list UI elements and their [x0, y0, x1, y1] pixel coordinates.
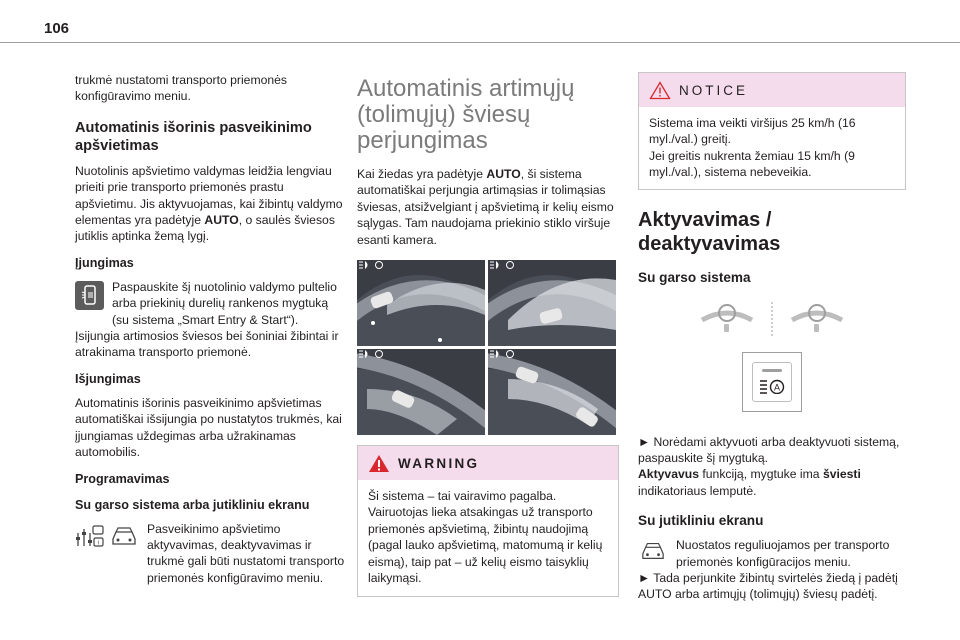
- warning-header: [358, 446, 618, 480]
- activation-heading: Įjungimas: [75, 255, 134, 270]
- svg-text:i: i: [97, 540, 100, 546]
- beam-indicator-icon: [357, 349, 385, 359]
- indicator-led: [762, 369, 782, 372]
- beam-indicator-icon: [357, 260, 385, 270]
- deactivation-text: Automatinis išorinis pasveikinimo apšvietimas automatiškai išsijungia po nustatytos trukmės, kai įjungiamas uždegimas arba užrakinamas automobilis.: [75, 395, 342, 460]
- illustration-oncoming-vehicle: [357, 349, 485, 435]
- remote-headlamp-icon: [75, 281, 104, 310]
- warning-text: Ši sistema – tai vairavimo pagalba. Vairuotojas lieka atsakingas už transporto priemonės apšvietimą, žibintų naudojimą (pagal lauko apšvietimą, matomumą ir kelių eismą), taip pat – už kelių eismo taisyklių laikymąsi.: [368, 489, 603, 586]
- warning-label: WARNING: [398, 455, 480, 471]
- car-settings-icon: [638, 539, 668, 568]
- top-divider: [0, 42, 960, 43]
- warning-box: [357, 445, 619, 597]
- beam-indicator-icon: [488, 349, 516, 359]
- welcome-lighting-heading: Automatinis išorinis pasveikinimo apšvietimas: [75, 119, 312, 154]
- audio-system-heading: Su garso sistema: [638, 269, 751, 285]
- notice-label: NOTICE: [679, 82, 749, 98]
- programming-heading: Programavimas: [75, 471, 170, 486]
- illustration-following-vehicle: [488, 349, 616, 435]
- auto-high-beam-text: Kai žiedas yra padėtyje AUTO, ši sistema automatiškai perjungia artimąsias ir tolimąsias šviesas, atsižvelgiant į apšvietimą ir kelių eismo sąlygas. Tam naudojama priekinio stiklo viršuje esanti kamera.: [357, 167, 614, 247]
- programming-text: Pasveikinimo apšvietimo aktyvavimas, deaktyvavimas ir trukmė gali būti nustatomi transporto priemonės konfigūravimo meniu.: [147, 521, 345, 585]
- activation-title: Aktyvavimas / deaktyvavimas: [638, 208, 781, 255]
- settings-icons: [75, 523, 139, 549]
- touchscreen-row: [638, 537, 906, 570]
- auto-high-beam-title: Automatinis artimųjų (tolimųjų) šviesų perjungimas: [357, 75, 575, 154]
- auto-high-beam-icon: [759, 378, 785, 394]
- headlight-illustrations: [357, 260, 616, 435]
- page-number: 106: [44, 20, 70, 37]
- deactivation-heading: Išjungimas: [75, 371, 141, 386]
- audio-settings-icon: [75, 523, 105, 549]
- column-left: [75, 72, 345, 586]
- switch-instruction: ► Tada perjunkite žibintų svirtelės žiedą į padėtį AUTO arba artimųjų (tolimųjų) šviesų padėtį.: [638, 571, 898, 602]
- programming-subheading: Su garso sistema arba jutikliniu ekranu: [75, 497, 310, 512]
- svg-text:A: A: [773, 382, 781, 393]
- activation-instruction: ► Norėdami aktyvuoti arba deaktyvuoti sistemą, paspauskite šį mygtuką.: [638, 434, 900, 466]
- notice-box: [638, 72, 906, 190]
- beam-indicator-icon: [488, 260, 516, 270]
- warning-triangle-icon: [368, 454, 390, 473]
- welcome-lighting-text: Nuotolinis apšvietimo valdymas leidžia lengviau prieiti prie transporto priemonės prastu apšvietimu. Jis aktyvuojamas, kai žibintų valdymo elementas yra padėtyje AUTO, o saulės šviesos jutiklis aptinka žemą lygį.: [75, 163, 343, 244]
- notice-header: [639, 73, 905, 107]
- activation-row: [75, 279, 345, 328]
- programming-row: [75, 521, 345, 587]
- column-middle: [357, 76, 619, 597]
- car-settings-icon: [109, 523, 139, 549]
- steering-illustration: [638, 298, 906, 338]
- illustration-high-beam-curve: [488, 260, 616, 346]
- touchscreen-heading: Su jutikliniu ekranu: [638, 513, 764, 529]
- touchscreen-text: Nuostatos reguliuojamos per transporto priemonės konfigūracijos meniu.: [676, 538, 890, 569]
- notice-text: Sistema ima veikti viršijus 25 km/h (16 myl./val.) greitį. Jei greitis nukrenta žemiau 15 km/h (9 myl./val.), sistema nebeveikia.: [649, 116, 856, 180]
- activation-text: Paspauskite šį nuotolinio valdymo pultelio arba priekinių durelių rankenos mygtuką (su sistema „Smart Entry & Start“).: [112, 279, 337, 327]
- column-right: [638, 72, 906, 603]
- active-indicator-text: Aktyvavus funkciją, mygtuke ima šviesti indikatoriaus lemputė.: [638, 467, 861, 498]
- intro-text: trukmė nustatomi transporto priemonės konfigūravimo meniu.: [75, 73, 288, 104]
- notice-triangle-icon: [649, 81, 671, 100]
- illustration-low-beam-curve: [357, 260, 485, 346]
- activation-text-2: Įsijungia artimosios šviesos bei šoniniai žibintai ir atrakinama transporto priemonė.: [75, 329, 339, 360]
- auto-beam-button-illustration: [742, 352, 802, 412]
